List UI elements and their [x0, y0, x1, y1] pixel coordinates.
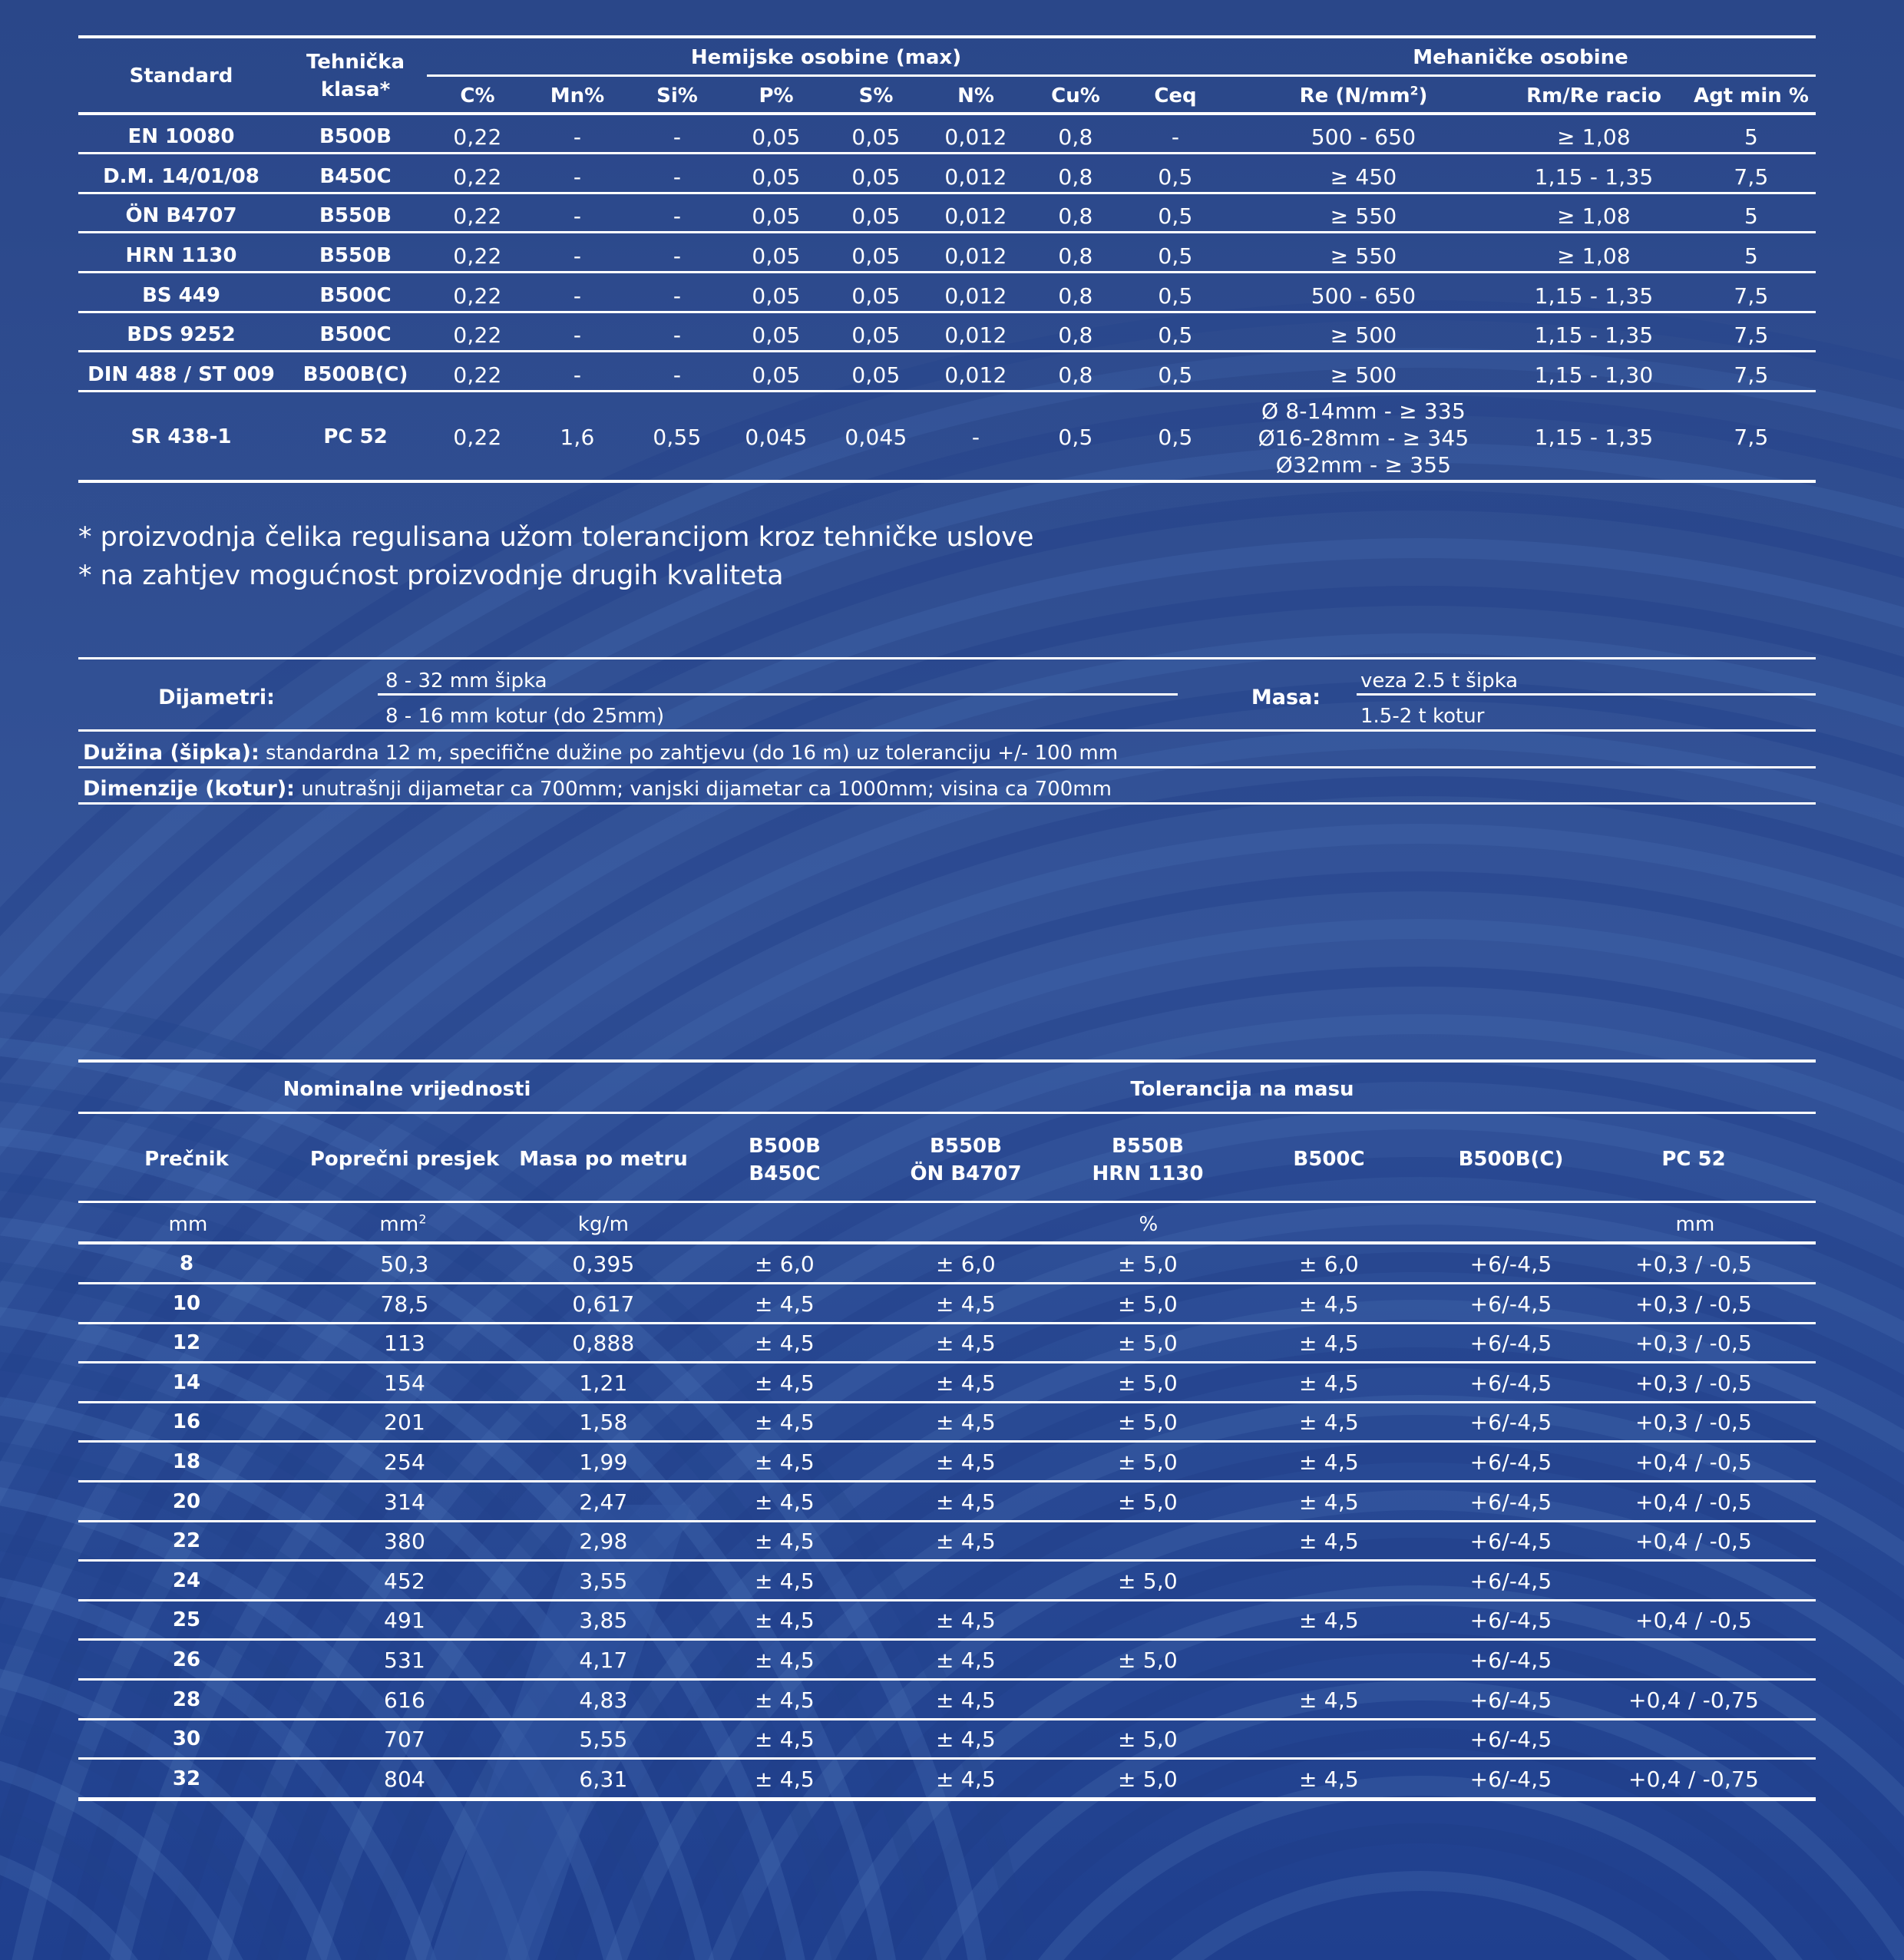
cell-re: ≥ 550: [1330, 243, 1397, 269]
cell-b550b-hrn-1130: ± 5,0: [1118, 1767, 1178, 1792]
row-rule: [78, 1678, 1816, 1681]
cell-b500b-b450c: ± 4,5: [755, 1529, 815, 1554]
header-mechanical-group: Mehaničke osobine: [1413, 46, 1628, 69]
cell-agt: 7,5: [1734, 362, 1769, 388]
cell-b500b-c: +6/-4,5: [1469, 1410, 1552, 1435]
header-col-re-text: Re (N/mm: [1299, 84, 1410, 107]
row-rule: [78, 1638, 1816, 1641]
cell-n: 0,012: [944, 283, 1007, 309]
cell-area: 380: [383, 1529, 426, 1554]
cell-agt: 7,5: [1734, 283, 1769, 309]
cell-b500b-b450c: ± 4,5: [755, 1568, 815, 1594]
cell-b550b-on-b4707: ± 4,5: [936, 1529, 996, 1554]
group-nominal-values: Nominalne vrijednosti: [283, 1078, 531, 1101]
cell-mass-per-metre: 3,55: [579, 1568, 628, 1594]
cell-b500b-b450c: ± 4,5: [755, 1727, 815, 1752]
row-rule: [78, 1718, 1816, 1720]
header-b500b-b450c-line2: B450C: [749, 1162, 821, 1185]
cell-class: B450C: [319, 165, 392, 188]
cell-b500b-c: +6/-4,5: [1469, 1251, 1552, 1277]
cell-diameter: 30: [172, 1727, 201, 1750]
header-col-n: N%: [957, 84, 994, 107]
cell-area: 616: [383, 1687, 426, 1713]
cell-s: 0,05: [851, 322, 901, 348]
cell-s: 0,045: [845, 425, 907, 450]
cell-si: 0,55: [653, 425, 702, 450]
cell-s: 0,05: [851, 164, 901, 190]
cell-mn: -: [573, 322, 582, 348]
header-col-mn: Mn%: [550, 84, 605, 107]
cell-b500c: ± 4,5: [1299, 1687, 1359, 1713]
diameters-value-coil: 8 - 16 mm kotur (do 25mm): [385, 705, 665, 728]
cell-b550b-on-b4707: ± 4,5: [936, 1687, 996, 1713]
cell-pc-52: +0,4 / -0,75: [1628, 1687, 1760, 1713]
cell-si: -: [673, 243, 682, 269]
cell-c: 0,22: [453, 124, 502, 150]
cell-re-line: Ø32mm - ≥ 355: [1275, 452, 1452, 478]
cell-mn: 1,6: [560, 425, 595, 450]
header-standard: Standard: [129, 64, 233, 88]
cell-s: 0,05: [851, 243, 901, 269]
cell-class: B550B: [319, 244, 392, 267]
unit-pc52: mm: [1675, 1213, 1715, 1236]
row-rule: [78, 1322, 1816, 1324]
cell-b550b-on-b4707: ± 4,5: [936, 1370, 996, 1396]
cell-mass-per-metre: 1,21: [579, 1370, 628, 1396]
row-rule: [78, 1282, 1816, 1284]
header-b550b-on-b4707-line2: ÖN B4707: [910, 1162, 1022, 1185]
cell-b550b-on-b4707: ± 4,5: [936, 1330, 996, 1356]
cell-b500b-b450c: ± 6,0: [755, 1251, 815, 1277]
cell-mass-per-metre: 2,98: [579, 1529, 628, 1554]
cell-cu: 0,8: [1058, 164, 1093, 190]
cell-agt: 5: [1744, 243, 1758, 269]
cell-standard: EN 10080: [127, 125, 235, 148]
cell-pc-52: +0,4 / -0,5: [1635, 1529, 1753, 1554]
cell-rm: ≥ 1,08: [1557, 243, 1631, 269]
cell-agt: 7,5: [1734, 425, 1769, 450]
header-col-rm: Rm/Re racio: [1526, 84, 1661, 107]
cell-re: ≥ 500: [1330, 322, 1397, 348]
cell-pc-52: +0,3 / -0,5: [1635, 1291, 1753, 1317]
unit-area-text: mm: [379, 1213, 419, 1236]
cell-b500b-c: +6/-4,5: [1469, 1727, 1552, 1752]
cell-b500c: ± 4,5: [1299, 1291, 1359, 1317]
cell-ceq: 0,5: [1158, 283, 1193, 309]
cell-b550b-on-b4707: ± 4,5: [936, 1489, 996, 1515]
cell-b550b-on-b4707: ± 4,5: [936, 1648, 996, 1673]
cell-agt: 5: [1744, 203, 1758, 229]
cell-pc-52: +0,4 / -0,75: [1628, 1767, 1760, 1792]
cell-pc-52: +0,4 / -0,5: [1635, 1449, 1753, 1475]
cell-b500c: ± 6,0: [1299, 1251, 1359, 1277]
cell-b550b-hrn-1130: ± 5,0: [1118, 1330, 1178, 1356]
cell-b500b-b450c: ± 4,5: [755, 1489, 815, 1515]
cell-class: B500B(C): [302, 363, 408, 386]
cell-class: PC 52: [323, 425, 388, 448]
cell-re-line: Ø 8-14mm - ≥ 335: [1261, 398, 1466, 424]
cell-rm: 1,15 - 1,30: [1534, 362, 1654, 388]
cell-standard: ÖN B4707: [125, 204, 237, 227]
cell-mass-per-metre: 4,17: [579, 1648, 628, 1673]
cell-cu: 0,8: [1058, 203, 1093, 229]
cell-b500c: ± 4,5: [1299, 1330, 1359, 1356]
cell-re: ≥ 500: [1330, 362, 1397, 388]
cell-pc-52: +0,3 / -0,5: [1635, 1410, 1753, 1435]
cell-re-line: Ø16-28mm - ≥ 345: [1258, 425, 1469, 451]
cell-b550b-hrn-1130: ± 5,0: [1118, 1410, 1178, 1435]
mass-label: Masa:: [1251, 686, 1321, 709]
cell-s: 0,05: [851, 124, 901, 150]
cell-mn: -: [573, 164, 582, 190]
cell-b500b-c: +6/-4,5: [1469, 1687, 1552, 1713]
cell-diameter: 8: [179, 1252, 194, 1275]
cell-diameter: 16: [172, 1410, 201, 1433]
row-rule: [78, 1361, 1816, 1363]
cell-c: 0,22: [453, 164, 502, 190]
table2-bottom-rule: [78, 1797, 1816, 1801]
header-col-agt: Agt min %: [1694, 84, 1809, 107]
cell-class: B500C: [319, 323, 392, 346]
cell-b500b-c: +6/-4,5: [1469, 1767, 1552, 1792]
cell-area: 707: [383, 1727, 426, 1752]
cell-ceq: 0,5: [1158, 425, 1193, 450]
row-rule: [78, 1401, 1816, 1403]
mass-value-coil: 1.5-2 t kotur: [1360, 705, 1485, 728]
cell-b500c: ± 4,5: [1299, 1529, 1359, 1554]
cell-ceq: -: [1171, 124, 1180, 150]
cell-b500b-c: +6/-4,5: [1469, 1449, 1552, 1475]
cell-pc-52: +0,4 / -0,5: [1635, 1608, 1753, 1633]
cell-rm: ≥ 1,08: [1557, 124, 1631, 150]
cell-b500c: ± 4,5: [1299, 1370, 1359, 1396]
cell-diameter: 25: [172, 1608, 201, 1631]
cell-standard: BS 449: [142, 284, 220, 307]
cell-diameter: 18: [172, 1450, 201, 1473]
cell-pc-52: +0,3 / -0,5: [1635, 1251, 1753, 1277]
cell-c: 0,22: [453, 425, 502, 450]
cell-si: -: [673, 362, 682, 388]
cell-b500b-b450c: ± 4,5: [755, 1608, 815, 1633]
cell-b500b-b450c: ± 4,5: [755, 1291, 815, 1317]
cell-b500c: ± 4,5: [1299, 1489, 1359, 1515]
cell-b500c: ± 4,5: [1299, 1608, 1359, 1633]
cell-si: -: [673, 203, 682, 229]
cell-standard: BDS 9252: [127, 323, 236, 346]
cell-diameter: 24: [172, 1569, 201, 1592]
cell-ceq: 0,5: [1158, 362, 1193, 388]
cell-mass-per-metre: 6,31: [579, 1767, 628, 1792]
cell-si: -: [673, 283, 682, 309]
cell-area: 113: [383, 1330, 426, 1356]
cell-n: 0,012: [944, 322, 1007, 348]
unit-area-sup: 2: [418, 1212, 427, 1227]
header-chemical-group: Hemijske osobine (max): [690, 46, 962, 69]
cell-b550b-on-b4707: ± 4,5: [936, 1727, 996, 1752]
cell-mass-per-metre: 0,888: [572, 1330, 635, 1356]
cell-n: 0,012: [944, 124, 1007, 150]
cell-b500b-b450c: ± 4,5: [755, 1330, 815, 1356]
cell-mn: -: [573, 283, 582, 309]
diameters-value-bar: 8 - 32 mm šipka: [385, 669, 547, 692]
cell-c: 0,22: [453, 203, 502, 229]
length-label: Dužina (šipka):: [83, 741, 259, 765]
cell-n: -: [971, 425, 980, 450]
cell-c: 0,22: [453, 283, 502, 309]
cell-mass-per-metre: 4,83: [579, 1687, 628, 1713]
cell-standard: SR 438-1: [131, 425, 232, 448]
cell-b550b-on-b4707: ± 4,5: [936, 1608, 996, 1633]
table2-top-rule: [78, 1059, 1816, 1063]
cell-n: 0,012: [944, 243, 1007, 269]
cell-b550b-hrn-1130: ± 5,0: [1118, 1370, 1178, 1396]
cell-cu: 0,8: [1058, 362, 1093, 388]
cell-si: -: [673, 164, 682, 190]
cell-mass-per-metre: 1,99: [579, 1449, 628, 1475]
cell-rm: ≥ 1,08: [1557, 203, 1631, 229]
cell-p: 0,05: [752, 124, 801, 150]
cell-pc-52: +0,4 / -0,5: [1635, 1489, 1753, 1515]
length-value: standardna 12 m, specifične dužine po zahtjevu (do 16 m) uz toleranciju +/- 100 mm: [259, 742, 1119, 765]
header-class-line2: klasa*: [320, 78, 391, 101]
cell-n: 0,012: [944, 164, 1007, 190]
diameters-label: Dijametri:: [158, 686, 275, 709]
cell-rm: 1,15 - 1,35: [1534, 425, 1654, 450]
cell-ceq: 0,5: [1158, 322, 1193, 348]
cell-b500b-c: +6/-4,5: [1469, 1529, 1552, 1554]
cell-c: 0,22: [453, 362, 502, 388]
cell-rm: 1,15 - 1,35: [1534, 164, 1654, 190]
cell-b550b-hrn-1130: ± 5,0: [1118, 1648, 1178, 1673]
cell-diameter: 20: [172, 1490, 201, 1513]
row-rule: [78, 1757, 1816, 1760]
row-rule: [78, 1520, 1816, 1522]
cell-agt: 5: [1744, 124, 1758, 150]
cell-b500c: ± 4,5: [1299, 1767, 1359, 1792]
cell-re: ≥ 550: [1330, 203, 1397, 229]
cell-b500c: ± 4,5: [1299, 1449, 1359, 1475]
cell-c: 0,22: [453, 243, 502, 269]
cell-mass-per-metre: 0,395: [572, 1251, 635, 1277]
cell-re: 500 - 650: [1311, 124, 1416, 150]
header-class-line1: Tehnička: [306, 51, 405, 74]
header-col-cu: Cu%: [1051, 84, 1100, 107]
cell-p: 0,05: [752, 322, 801, 348]
unit-area: [326, 1212, 480, 1236]
header-diameter: Prečnik: [144, 1148, 229, 1171]
cell-area: 491: [383, 1608, 426, 1633]
cell-b500c: ± 4,5: [1299, 1410, 1359, 1435]
cell-standard: HRN 1130: [125, 244, 237, 267]
cell-re: 500 - 650: [1311, 283, 1416, 309]
header-b500c: B500C: [1293, 1148, 1365, 1171]
cell-area: 254: [383, 1449, 426, 1475]
cell-pc-52: +0,3 / -0,5: [1635, 1330, 1753, 1356]
dimensions-label: Dimenzije (kotur):: [83, 777, 295, 801]
cell-area: 804: [383, 1767, 426, 1792]
cell-cu: 0,8: [1058, 283, 1093, 309]
cell-b550b-on-b4707: ± 4,5: [936, 1449, 996, 1475]
cell-p: 0,05: [752, 203, 801, 229]
row-rule: [78, 1559, 1816, 1562]
mass-value-bar: veza 2.5 t šipka: [1360, 669, 1519, 692]
cell-b500b-c: +6/-4,5: [1469, 1648, 1552, 1673]
cell-n: 0,012: [944, 203, 1007, 229]
cell-diameter: 26: [172, 1648, 201, 1671]
cell-mass-per-metre: 0,617: [572, 1291, 635, 1317]
cell-mn: -: [573, 203, 582, 229]
header-col-s: S%: [858, 84, 894, 107]
cell-diameter: 22: [172, 1529, 201, 1552]
cell-b550b-on-b4707: ± 6,0: [936, 1251, 996, 1277]
cell-b500b-b450c: ± 4,5: [755, 1767, 815, 1792]
cell-b500b-b450c: ± 4,5: [755, 1648, 815, 1673]
cell-cu: 0,8: [1058, 322, 1093, 348]
cell-mass-per-metre: 2,47: [579, 1489, 628, 1515]
table2-header-rule: [78, 1201, 1816, 1203]
cell-standard: DIN 488 / ST 009: [88, 363, 275, 386]
cell-diameter: 12: [172, 1331, 201, 1354]
cell-b550b-on-b4707: ± 4,5: [936, 1291, 996, 1317]
cell-b500b-c: +6/-4,5: [1469, 1608, 1552, 1633]
cell-area: 154: [383, 1370, 426, 1396]
header-b500b-b450c-line1: B500B: [749, 1135, 821, 1158]
header-col-p: P%: [759, 84, 794, 107]
cell-c: 0,22: [453, 322, 502, 348]
cell-p: 0,05: [752, 243, 801, 269]
cell-class: B550B: [319, 204, 392, 227]
header-col-si: Si%: [656, 84, 698, 107]
cell-b500b-c: +6/-4,5: [1469, 1489, 1552, 1515]
cell-p: 0,045: [745, 425, 808, 450]
cell-b500b-c: +6/-4,5: [1469, 1370, 1552, 1396]
cell-b500b-b450c: ± 4,5: [755, 1687, 815, 1713]
unit-diameter: mm: [168, 1213, 208, 1236]
cell-area: 452: [383, 1568, 426, 1594]
cell-b550b-on-b4707: ± 4,5: [936, 1410, 996, 1435]
cell-b500b-c: +6/-4,5: [1469, 1291, 1552, 1317]
dimensions-value: unutrašnji dijametar ca 700mm; vanjski dijametar ca 1000mm; visina ca 700mm: [294, 778, 1112, 801]
cell-mn: -: [573, 124, 582, 150]
cell-b550b-on-b4707: ± 4,5: [936, 1767, 996, 1792]
cell-class: B500C: [319, 284, 392, 307]
header-col-re-close: ): [1418, 84, 1428, 107]
cell-rm: 1,15 - 1,35: [1534, 283, 1654, 309]
cell-s: 0,05: [851, 283, 901, 309]
cell-class: B500B: [319, 125, 392, 148]
header-b550b-on-b4707-line1: B550B: [930, 1135, 1002, 1158]
header-col-c: C%: [460, 84, 495, 107]
cell-n: 0,012: [944, 362, 1007, 388]
cell-ceq: 0,5: [1158, 203, 1193, 229]
header-col-re-sup: 2: [1410, 84, 1419, 98]
table2-unit-rule: [78, 1241, 1816, 1244]
table2-group-rule: [78, 1112, 1816, 1114]
cell-b550b-hrn-1130: ± 5,0: [1118, 1251, 1178, 1277]
cell-rm: 1,15 - 1,35: [1534, 322, 1654, 348]
cell-b550b-hrn-1130: ± 5,0: [1118, 1727, 1178, 1752]
header-b550b-hrn-1130-line1: B550B: [1112, 1135, 1184, 1158]
cell-si: -: [673, 124, 682, 150]
header-b550b-hrn-1130-line2: HRN 1130: [1092, 1162, 1204, 1185]
cell-area: 50,3: [380, 1251, 429, 1277]
header-b500b-c: B500B(C): [1458, 1148, 1564, 1171]
cell-p: 0,05: [752, 283, 801, 309]
cell-p: 0,05: [752, 362, 801, 388]
cell-b500b-c: +6/-4,5: [1469, 1330, 1552, 1356]
cell-cu: 0,8: [1058, 243, 1093, 269]
cell-b550b-hrn-1130: ± 5,0: [1118, 1489, 1178, 1515]
cell-diameter: 32: [172, 1767, 201, 1790]
unit-percent: %: [1139, 1213, 1159, 1236]
cell-si: -: [673, 322, 682, 348]
unit-mass: kg/m: [577, 1213, 630, 1236]
header-area: Poprečni presjek: [309, 1148, 500, 1171]
row-rule: [78, 1480, 1816, 1482]
cell-b550b-hrn-1130: ± 5,0: [1118, 1449, 1178, 1475]
cell-b550b-hrn-1130: ± 5,0: [1118, 1291, 1178, 1317]
cell-mass-per-metre: 5,55: [579, 1727, 628, 1752]
cell-b500b-b450c: ± 4,5: [755, 1410, 815, 1435]
cell-pc-52: +0,3 / -0,5: [1635, 1370, 1753, 1396]
cell-diameter: 14: [172, 1371, 201, 1394]
row-rule: [78, 1599, 1816, 1601]
cell-b500b-b450c: ± 4,5: [755, 1449, 815, 1475]
cell-area: 201: [383, 1410, 426, 1435]
cell-s: 0,05: [851, 362, 901, 388]
header-pc-52: PC 52: [1661, 1148, 1726, 1171]
cell-area: 531: [383, 1648, 426, 1673]
cell-diameter: 28: [172, 1688, 201, 1711]
cell-agt: 7,5: [1734, 164, 1769, 190]
cell-ceq: 0,5: [1158, 243, 1193, 269]
cell-ceq: 0,5: [1158, 164, 1193, 190]
cell-b500b-b450c: ± 4,5: [755, 1370, 815, 1396]
cell-b550b-hrn-1130: ± 5,0: [1118, 1568, 1178, 1594]
cell-p: 0,05: [752, 164, 801, 190]
cell-mn: -: [573, 243, 582, 269]
row-rule: [78, 1440, 1816, 1443]
header-mass-per-metre: Masa po metru: [519, 1148, 688, 1171]
cell-area: 314: [383, 1489, 426, 1515]
cell-mn: -: [573, 362, 582, 388]
cell-mass-per-metre: 1,58: [579, 1410, 628, 1435]
cell-agt: 7,5: [1734, 322, 1769, 348]
cell-diameter: 10: [172, 1292, 201, 1315]
cell-mass-per-metre: 3,85: [579, 1608, 628, 1633]
cell-b500b-c: +6/-4,5: [1469, 1568, 1552, 1594]
footnote-1: * proizvodnja čelika regulisana užom tolerancijom kroz tehničke uslove: [78, 522, 1034, 553]
group-mass-tolerance: Tolerancija na masu: [1130, 1078, 1354, 1101]
footnote-2: * na zahtjev mogućnost proizvodnje drugih kvaliteta: [78, 560, 784, 591]
cell-s: 0,05: [851, 203, 901, 229]
cell-area: 78,5: [380, 1291, 429, 1317]
cell-standard: D.M. 14/01/08: [103, 165, 259, 188]
cell-cu: 0,5: [1058, 425, 1093, 450]
header-col-ceq: Ceq: [1154, 84, 1197, 107]
cell-cu: 0,8: [1058, 124, 1093, 150]
cell-re: ≥ 450: [1330, 164, 1397, 190]
